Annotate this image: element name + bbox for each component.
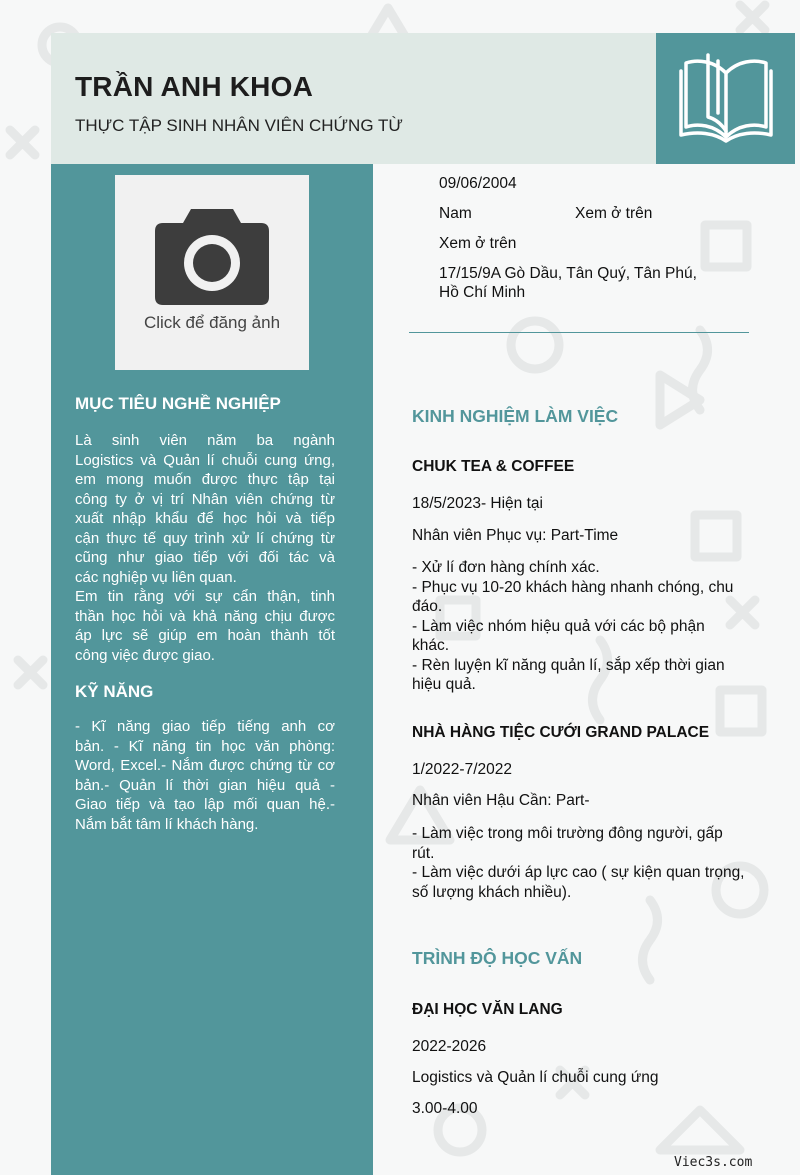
photo-caption: Click để đăng ảnh <box>143 313 281 332</box>
education-period: 2022-2026 <box>412 1038 487 1055</box>
school-name: ĐẠI HỌC VĂN LANG <box>412 1001 563 1018</box>
list-item: - Rèn luyện kĩ năng quản lí, sắp xếp thời gian <box>412 656 725 674</box>
education-major: Logistics và Quản lí chuỗi cung ứng <box>412 1069 659 1086</box>
watermark: Viec3s.com <box>674 1155 753 1170</box>
list-item: số lượng khách nhiều). <box>412 883 572 901</box>
skills-heading: KỸ NĂNG <box>75 682 154 701</box>
email: Xem ở trên <box>439 235 517 252</box>
open-book-icon <box>678 51 774 143</box>
education-heading: TRÌNH ĐỘ HỌC VẤN <box>412 948 583 968</box>
address-line-2: Hồ Chí Minh <box>439 284 526 301</box>
job-2-company: NHÀ HÀNG TIỆC CƯỚI GRAND PALACE <box>412 724 710 741</box>
job-title: THỰC TẬP SINH NHÂN VIÊN CHỨNG TỪ <box>75 116 403 135</box>
job-1-bullets <box>412 558 757 695</box>
job-2-role: Nhân viên Hậu Cần: Part- <box>412 792 590 809</box>
phone: Xem ở trên <box>575 205 653 222</box>
sidebar <box>51 164 373 1175</box>
job-1-company: CHUK TEA & COFFEE <box>412 458 575 475</box>
address-line-1: 17/15/9A Gò Dầu, Tân Quý, Tân Phú, <box>439 265 697 282</box>
job-2-period: 1/2022-7/2022 <box>412 761 512 778</box>
list-item: - Làm việc dưới áp lực cao ( sự kiện quan trọng, <box>412 864 745 881</box>
candidate-name: TRẦN ANH KHOA <box>75 71 313 102</box>
skills-text: - Kĩ năng giao tiếp tiếng anh cơ bản. - Kĩ năng tin học văn phòng: Word, Excel.- Nắm được chứng từ cơ bản.- Quản lí thời gian hiệu quả - Giao tiếp và tạo lập mối quan hệ.- Nắm bắt tâm lí khách hàng. <box>75 718 335 833</box>
list-item: - Làm việc nhóm hiệu quả với các bộ phận <box>412 617 705 635</box>
divider <box>409 332 749 333</box>
list-item: - Xử lí đơn hàng chính xác. <box>412 559 600 576</box>
list-item: - Làm việc trong môi trường đông người, gấp <box>412 825 723 842</box>
photo-upload[interactable] <box>115 175 309 370</box>
job-1-period: 18/5/2023- Hiện tại <box>412 495 543 512</box>
objective-text: Là sinh viên năm ba ngành Logistics và Quản lí chuỗi cung ứng, em mong muốn được thực tập tại công ty ở vị trí Nhân viên chứng từ xuất nhập khẩu để học hỏi và tiếp cận thực tế quy trình xử lí chứng từ cũng như giao tiếp với đối tác và các nghiệp vụ liên quan. Em tin rằng với sự cẩn thận, tinh thần học hỏi và khả năng chịu được áp lực sẽ giúp em hoàn thành tốt công việc được giao. <box>75 432 335 664</box>
list-item: hiệu quả. <box>412 676 476 693</box>
logo-box <box>656 33 795 164</box>
list-item: - Phục vụ 10-20 khách hàng nhanh chóng, chu <box>412 578 734 596</box>
birthdate: 09/06/2004 <box>439 175 517 192</box>
objective-heading: MỤC TIÊU NGHỀ NGHIỆP <box>75 394 281 413</box>
job-2-bullets <box>412 824 757 902</box>
camera-icon <box>153 205 271 305</box>
list-item: đáo. <box>412 598 443 615</box>
experience-heading: KINH NGHIỆM LÀM VIỆC <box>412 406 619 426</box>
header-banner <box>51 33 656 164</box>
job-1-role: Nhân viên Phục vụ: Part-Time <box>412 527 619 544</box>
list-item: rút. <box>412 844 435 862</box>
list-item: khác. <box>412 637 450 654</box>
gender: Nam <box>439 205 472 222</box>
education-gpa: 3.00-4.00 <box>412 1100 478 1117</box>
